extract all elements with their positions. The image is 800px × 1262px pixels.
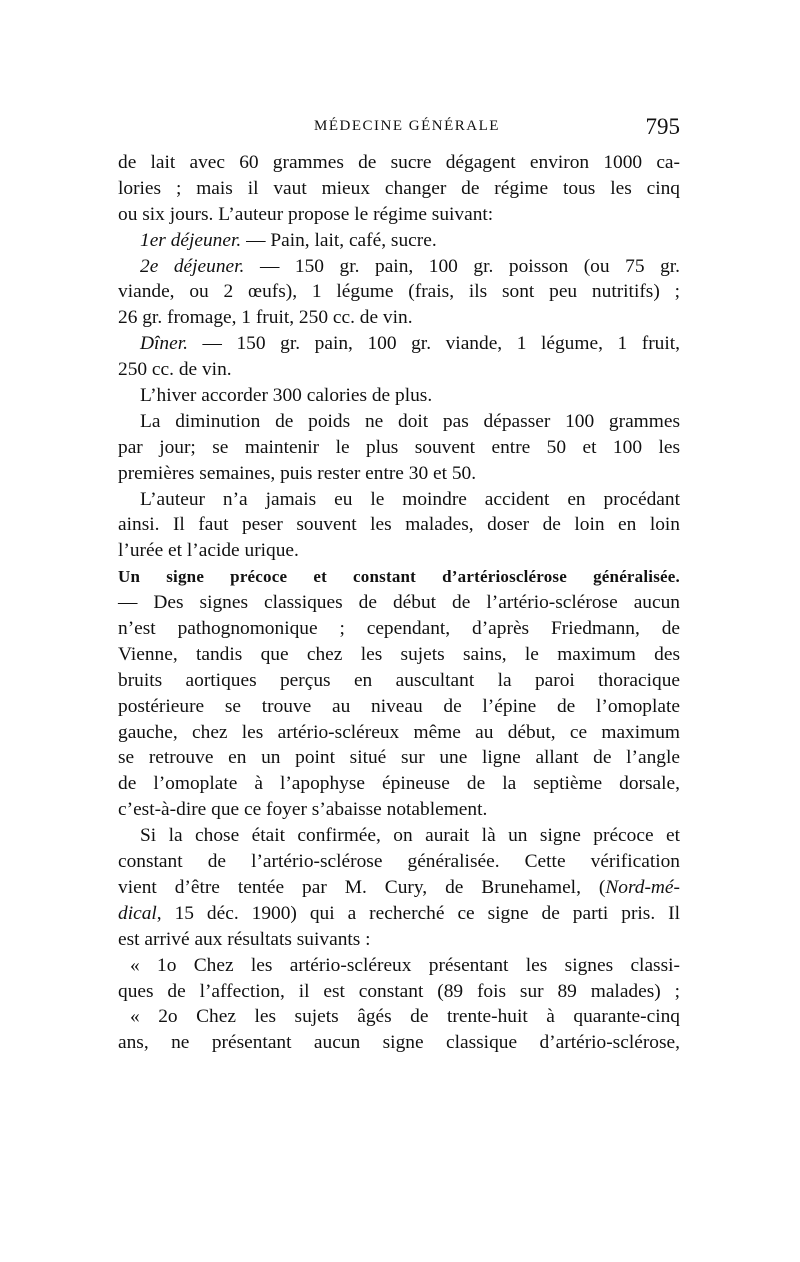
text-line: de l’omoplate à l’apophyse épineuse de la septième dorsale, xyxy=(118,773,680,795)
text-line: — Des signes classiques de début de l’artério-sclérose aucun xyxy=(118,592,680,614)
text-line: « 2o Chez les sujets âgés de trente-huit à quarante-cinq xyxy=(130,1006,680,1028)
journal-title: dical xyxy=(118,902,157,924)
text-line: 250 cc. de vin. xyxy=(118,359,232,381)
text-line: lories ; mais il vaut mieux changer de régime tous les cinq xyxy=(118,177,680,199)
text-fragment: , 15 déc. 1900) qui a recherché ce signe de parti pris. Il xyxy=(156,902,680,924)
meal-label: Dîner. xyxy=(140,333,188,355)
meal-label: 2e déjeuner. xyxy=(140,255,245,277)
text-line xyxy=(118,254,680,280)
text-line: postérieure se trouve au niveau de l’épine de l’omoplate xyxy=(118,695,680,717)
page-number: 795 xyxy=(645,114,680,139)
text-line: ainsi. Il faut peser souvent les malades, doser de loin en loin xyxy=(118,514,680,536)
text-fragment: vient d’être tentée par M. Cury, de Brunehamel, ( xyxy=(118,876,606,898)
text-line: La diminution de poids ne doit pas dépasser 100 grammes xyxy=(140,410,680,432)
section-heading: Un signe précoce et constant d’artériosclérose généralisée. xyxy=(118,567,680,587)
journal-title: Nord-mé- xyxy=(605,876,680,898)
text-line: ou six jours. L’auteur propose le régime suivant: xyxy=(118,203,494,225)
text-line: constant de l’artério-sclérose généralisée. Cette vérification xyxy=(118,851,680,873)
body-text xyxy=(118,150,680,1056)
text-line: de lait avec 60 grammes de sucre dégagent environ 1000 ca- xyxy=(118,152,680,173)
text-line: Si la chose était confirmée, on aurait là un signe précoce et xyxy=(140,825,680,847)
text-line: L’hiver accorder 300 calories de plus. xyxy=(140,385,433,407)
text-line: bruits aortiques perçus en auscultant la paroi thoracique xyxy=(118,669,680,691)
page-header xyxy=(118,114,680,144)
text-line xyxy=(118,875,680,901)
text-line: ques de l’affection, il est constant (89 fois sur 89 malades) ; xyxy=(118,980,680,1002)
meal-description: — 150 gr. pain, 100 gr. poisson (ou 75 gr. xyxy=(244,255,680,277)
text-line: premières semaines, puis rester entre 30 et 50. xyxy=(118,462,477,484)
text-line: par jour; se maintenir le plus souvent entre 50 et 100 les xyxy=(118,436,680,458)
meal-description: — 150 gr. pain, 100 gr. viande, 1 légume, 1 fruit, xyxy=(187,333,680,355)
text-line: « 1o Chez les artério-scléreux présentant les signes classi- xyxy=(130,954,680,976)
text-line: ans, ne présentant aucun signe classique d’artério-sclérose, xyxy=(118,1032,680,1054)
text-line: se retrouve en un point situé sur une ligne allant de l’angle xyxy=(118,747,680,769)
text-line xyxy=(118,901,680,927)
text-line: 26 gr. fromage, 1 fruit, 250 cc. de vin. xyxy=(118,307,413,329)
text-line: viande, ou 2 œufs), 1 légume (frais, ils sont peu nutritifs) ; xyxy=(118,281,680,303)
text-line: L’auteur n’a jamais eu le moindre accident en procédant xyxy=(140,488,680,510)
text-line: n’est pathognomonique ; cependant, d’après Friedmann, de xyxy=(118,618,680,640)
running-title: MÉDECINE GÉNÉRALE xyxy=(314,118,500,134)
text-line: est arrivé aux résultats suivants : xyxy=(118,928,371,950)
text-line: gauche, chez les artério-scléreux même au début, ce maximum xyxy=(118,721,680,743)
text-line xyxy=(118,331,680,357)
text-line: l’urée et l’acide urique. xyxy=(118,540,299,562)
text-line xyxy=(118,228,680,254)
text-line: c’est-à-dire que ce foyer s’abaisse notablement. xyxy=(118,799,488,821)
meal-label: 1er déjeuner. xyxy=(140,229,242,251)
text-line: Vienne, tandis que chez les sujets sains, le maximum des xyxy=(118,643,680,665)
meal-description: — Pain, lait, café, sucre. xyxy=(241,229,437,251)
